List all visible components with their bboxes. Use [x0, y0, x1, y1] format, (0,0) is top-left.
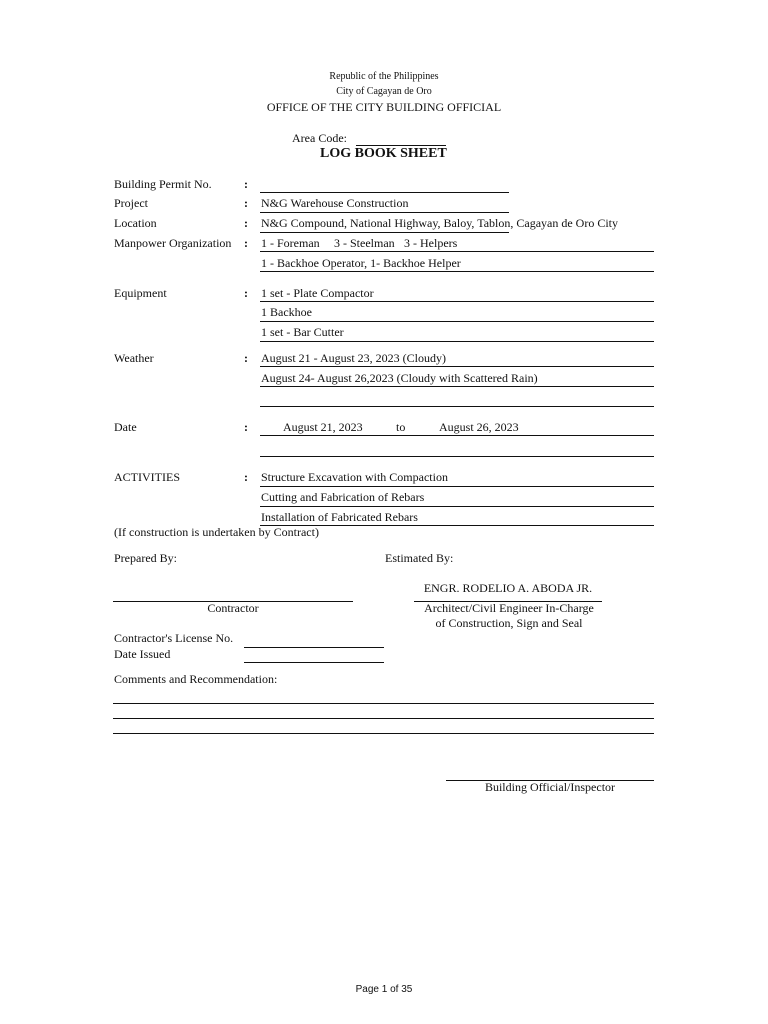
- activity-item: Structure Excavation with Compaction: [261, 470, 448, 484]
- comments-line-1: [113, 703, 654, 704]
- date-issued-label: Date Issued: [114, 647, 171, 661]
- manpower-line-1: [260, 251, 654, 252]
- project-line: [260, 212, 509, 213]
- manpower-line2: 1 - Backhoe Operator, 1- Backhoe Helper: [261, 256, 461, 270]
- project-label: Project: [114, 196, 148, 210]
- activities-colon: :: [244, 470, 248, 484]
- activity-line-1: [260, 486, 654, 487]
- manpower-colon: :: [244, 236, 248, 250]
- date-line-1: [260, 435, 654, 436]
- equipment-item: 1 set - Plate Compactor: [261, 286, 374, 300]
- equipment-colon: :: [244, 286, 248, 300]
- weather-item: August 24- August 26,2023 (Cloudy with Scattered Rain): [261, 371, 538, 385]
- weather-item: August 21 - August 23, 2023 (Cloudy): [261, 351, 447, 365]
- license-label: Contractor's License No.: [114, 631, 234, 645]
- equipment-item: 1 set - Bar Cutter: [261, 325, 344, 339]
- comments-line-2: [113, 718, 654, 719]
- engineer-title-2: of Construction, Sign and Seal: [435, 616, 583, 630]
- weather-line-1: [260, 366, 654, 367]
- date-colon: :: [244, 420, 248, 434]
- location-colon: :: [244, 216, 248, 230]
- manpower-label: Manpower Organization: [114, 236, 232, 250]
- estimated-by-label: Estimated By:: [385, 551, 454, 565]
- manpower-line-2: [260, 271, 654, 272]
- equipment-line-2: [260, 321, 654, 322]
- republic-text: Republic of the Philippines: [329, 71, 439, 82]
- date-to: August 26, 2023: [439, 420, 519, 434]
- engineer-title-1: Architect/Civil Engineer In-Charge: [424, 601, 594, 615]
- comments-line-3: [113, 733, 654, 734]
- equipment-line-3: [260, 341, 654, 342]
- activity-item: Installation of Fabricated Rebars: [261, 510, 418, 524]
- city-text: City of Cagayan de Oro: [336, 86, 432, 97]
- area-code-label: Area Code:: [292, 131, 347, 145]
- page-title: LOG BOOK SHEET: [320, 146, 447, 161]
- date-line-2: [260, 456, 654, 457]
- activity-line-3: [260, 525, 654, 526]
- equipment-label: Equipment: [114, 286, 167, 300]
- contractor-label: Contractor: [207, 601, 259, 615]
- equipment-line-1: [260, 301, 654, 302]
- project-colon: :: [244, 196, 248, 210]
- project-value: N&G Warehouse Construction: [261, 196, 409, 210]
- permit-line: [260, 192, 509, 193]
- manpower-helpers: 3 - Helpers: [404, 236, 458, 250]
- weather-line-3: [260, 406, 654, 407]
- weather-colon: :: [244, 351, 248, 365]
- weather-line-2: [260, 386, 654, 387]
- permit-label: Building Permit No.: [114, 177, 212, 191]
- location-line: [260, 232, 509, 233]
- activities-label: ACTIVITIES: [114, 470, 180, 484]
- page-number: Page 1 of 35: [355, 984, 413, 995]
- engineer-name: ENGR. RODELIO A. ABODA JR.: [423, 581, 593, 595]
- date-to-word: to: [396, 420, 406, 434]
- contract-note: (If construction is undertaken by Contract): [114, 525, 319, 539]
- activity-line-2: [260, 506, 654, 507]
- manpower-steelman: 3 - Steelman: [334, 236, 395, 250]
- location-value: N&G Compound, National Highway, Baloy, Tablon, Cagayan de Oro City: [261, 216, 618, 230]
- office-title: OFFICE OF THE CITY BUILDING OFFICIAL: [266, 100, 502, 114]
- prepared-by-label: Prepared By:: [114, 551, 177, 565]
- license-line: [244, 647, 384, 648]
- official-label: Building Official/Inspector: [484, 780, 616, 794]
- permit-colon: :: [244, 177, 248, 191]
- activity-item: Cutting and Fabrication of Rebars: [261, 490, 425, 504]
- date-from: August 21, 2023: [283, 420, 363, 434]
- weather-label: Weather: [114, 351, 154, 365]
- comments-label: Comments and Recommendation:: [114, 672, 278, 686]
- manpower-foreman: 1 - Foreman: [261, 236, 320, 250]
- date-label: Date: [114, 420, 137, 434]
- equipment-item: 1 Backhoe: [261, 305, 312, 319]
- date-issued-line: [244, 662, 384, 663]
- location-label: Location: [114, 216, 157, 230]
